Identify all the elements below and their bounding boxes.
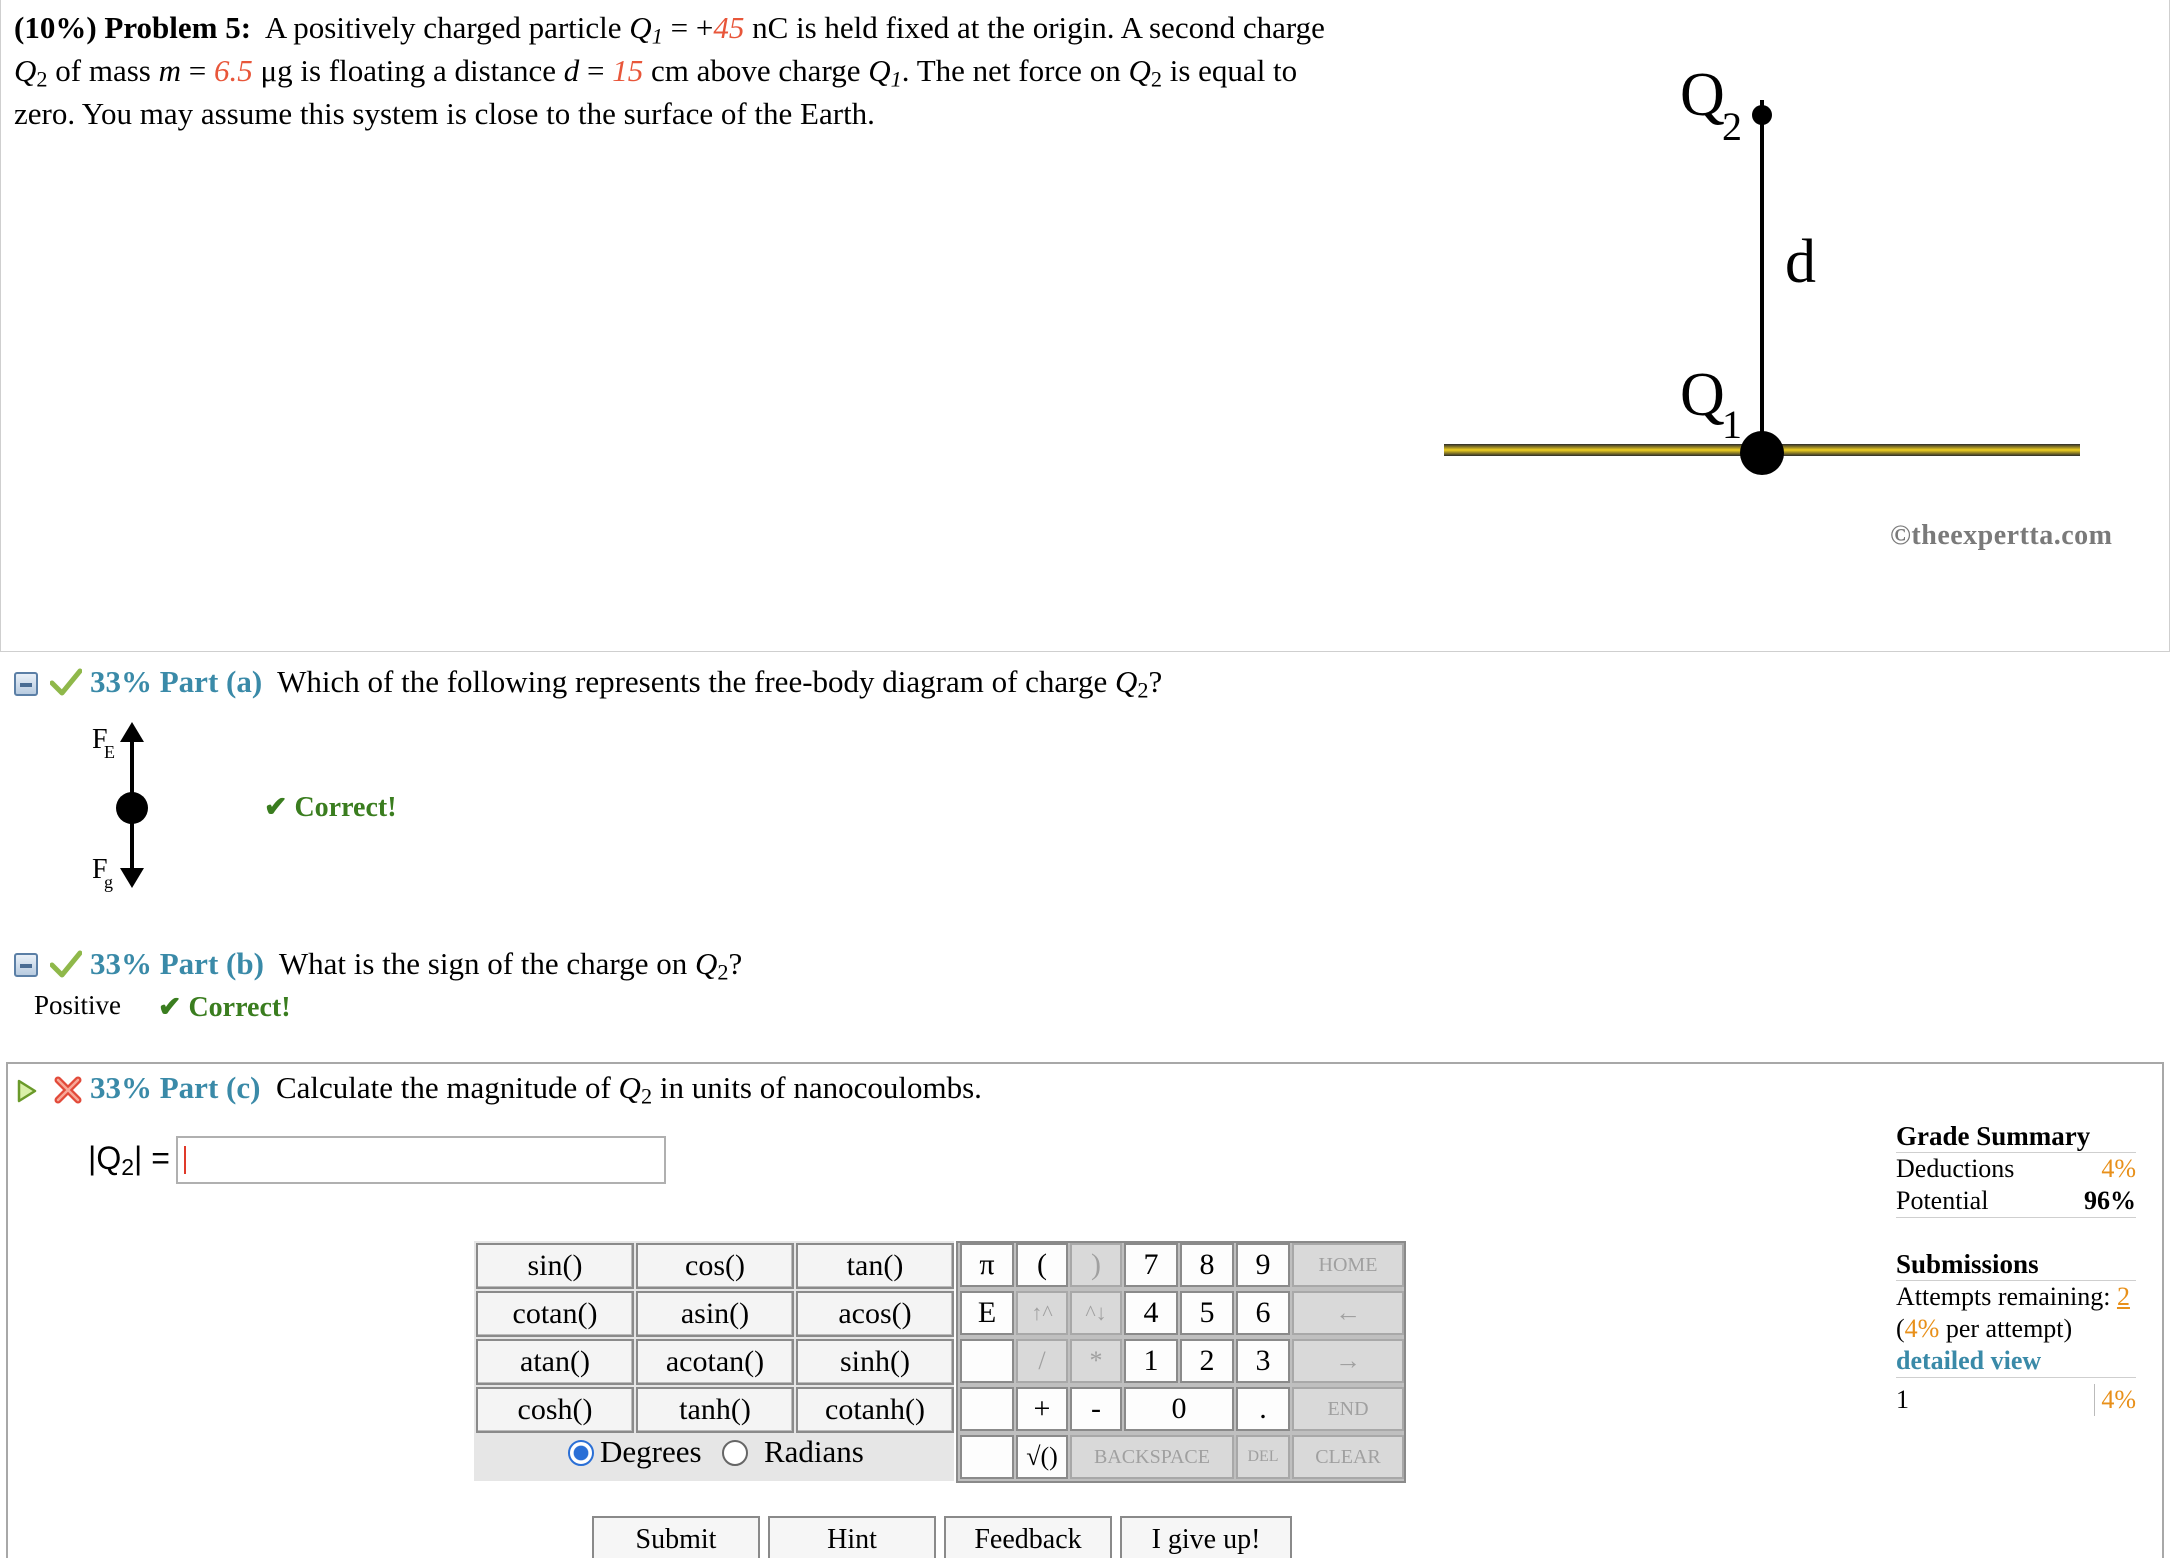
charge-dot (116, 792, 148, 824)
dot-key[interactable]: . (1236, 1387, 1290, 1431)
problem-text-6: . The net force on (901, 53, 1129, 88)
free-body-diagram (80, 718, 190, 894)
part-b-question: What is the sign of the charge on (278, 946, 695, 981)
answer-label-post: | = (134, 1140, 170, 1176)
q1-symbol: Q (629, 10, 652, 45)
q2-label: Q (1680, 61, 1725, 129)
function-button[interactable]: sin() (476, 1243, 634, 1289)
power-down-key[interactable]: ^↓ (1070, 1291, 1122, 1335)
part-b-q-end: ? (728, 946, 743, 981)
incorrect-x-icon (52, 1074, 84, 1106)
q1-label: Q (1680, 361, 1725, 429)
part-c-q-sub: 2 (640, 1083, 653, 1109)
plus-key[interactable]: + (1016, 1387, 1068, 1431)
function-button[interactable]: asin() (636, 1291, 794, 1337)
key-3[interactable]: 3 (1236, 1339, 1290, 1383)
q2-label-sub: 2 (1722, 104, 1742, 149)
key-7[interactable]: 7 (1124, 1243, 1178, 1287)
problem-title: Problem 5: (104, 10, 252, 45)
part-a-percent: 33% (90, 664, 152, 699)
give-up-button[interactable]: I give up! (1120, 1516, 1292, 1558)
part-b-status: ✔ Correct! (158, 992, 291, 1023)
text-caret (184, 1146, 186, 1174)
key-1[interactable]: 1 (1124, 1339, 1178, 1383)
eq3: = (579, 53, 613, 88)
per-attempt-value: 4% (1904, 1314, 1940, 1343)
answer-label-sub: 2 (121, 1153, 135, 1180)
end-key[interactable]: END (1292, 1387, 1404, 1431)
potential-label: Potential (1896, 1186, 1989, 1215)
pi-key[interactable]: π (960, 1243, 1014, 1287)
problem-text-3: of mass (47, 53, 159, 88)
answer-label (88, 1140, 170, 1180)
function-button[interactable]: tan() (796, 1243, 954, 1289)
attempts-row (1896, 1281, 2136, 1313)
rparen-key[interactable]: ) (1070, 1243, 1122, 1287)
multiply-key[interactable]: * (1070, 1339, 1122, 1383)
problem-text-1: A positively charged particle (264, 10, 622, 45)
per-attempt-text: per attempt) (1939, 1314, 2073, 1343)
problem-text-5: cm above charge (643, 53, 869, 88)
expand-arrow-icon[interactable] (16, 1078, 38, 1104)
left-arrow-key[interactable]: ← (1292, 1291, 1404, 1335)
q2-sub: 2 (36, 66, 48, 92)
check-icon (50, 950, 82, 978)
blank-key-2[interactable] (960, 1387, 1014, 1431)
history-row (1896, 1384, 2136, 1416)
degrees-label: Degrees (600, 1434, 702, 1469)
q2-symbol-2: Q (1128, 53, 1151, 88)
attempts-value: 2 (2116, 1282, 2130, 1311)
answer-input[interactable] (176, 1136, 666, 1184)
m-symbol: m (158, 53, 182, 88)
q2-symbol: Q (14, 53, 37, 88)
function-button[interactable]: cos() (636, 1243, 794, 1289)
q2-sub-2: 2 (1150, 66, 1162, 92)
part-b-q-sub: 2 (717, 959, 729, 985)
potential-row (1896, 1185, 2136, 1218)
function-button[interactable]: cotanh() (796, 1387, 954, 1433)
del-key[interactable]: DEL (1236, 1435, 1290, 1479)
function-button[interactable]: sinh() (796, 1339, 954, 1385)
part-c-q: Q (618, 1070, 641, 1105)
potential-value: 96% (2084, 1186, 2136, 1215)
history-value: 4% (2094, 1384, 2136, 1416)
q1-sub-2: 1 (890, 66, 902, 92)
m-value: 6.5 (214, 53, 253, 88)
q1-symbol-2: Q (868, 53, 891, 88)
deductions-value: 4% (2101, 1154, 2136, 1183)
function-button[interactable]: acos() (796, 1291, 954, 1337)
e-key[interactable]: E (960, 1291, 1014, 1335)
part-a-q-sub: 2 (1137, 677, 1149, 703)
part-a-status: ✔ Correct! (264, 792, 397, 823)
minus-key[interactable]: - (1070, 1387, 1122, 1431)
deductions-row (1896, 1153, 2136, 1185)
problem-weight: (10%) (14, 10, 97, 45)
blank-key-3[interactable] (960, 1435, 1014, 1479)
problem-statement (14, 6, 1414, 135)
part-b-answer: Positive (34, 990, 122, 1020)
fe-arrow (120, 722, 144, 742)
degrees-radio[interactable] (568, 1440, 594, 1466)
q2-particle (1752, 105, 1772, 125)
q1-particle (1740, 431, 1784, 475)
charge-diagram (1440, 60, 2140, 480)
check-icon (50, 668, 82, 696)
function-button[interactable]: atan() (476, 1339, 634, 1385)
hint-button[interactable]: Hint (768, 1516, 936, 1558)
copyright-text: ©theexpertta.com (1890, 520, 2113, 551)
q1-sub: 1 (651, 23, 663, 49)
attempts-label: Attempts remaining: (1896, 1282, 2111, 1311)
function-button[interactable]: tanh() (636, 1387, 794, 1433)
blank-key[interactable] (960, 1339, 1014, 1383)
clear-key[interactable]: CLEAR (1292, 1435, 1404, 1479)
collapse-part-a-icon[interactable] (14, 672, 38, 696)
per-attempt-row (1896, 1313, 2136, 1345)
lparen-key[interactable]: ( (1016, 1243, 1068, 1287)
deductions-label: Deductions (1896, 1154, 2015, 1183)
sqrt-key[interactable]: √() (1016, 1435, 1068, 1479)
right-arrow-key[interactable]: → (1292, 1339, 1404, 1383)
key-4[interactable]: 4 (1124, 1291, 1178, 1335)
collapse-part-b-icon[interactable] (14, 953, 38, 977)
per-attempt-open: ( (1896, 1314, 1905, 1343)
q1-label-sub: 1 (1722, 402, 1742, 447)
d-value: 15 (612, 53, 644, 88)
key-0[interactable]: 0 (1124, 1387, 1234, 1431)
part-c-label: Part (c) (159, 1070, 261, 1105)
part-c-percent: 33% (90, 1070, 152, 1105)
key-6[interactable]: 6 (1236, 1291, 1290, 1335)
fg-arrow (120, 868, 144, 888)
part-b-label: Part (b) (159, 946, 264, 981)
part-a-q-end: ? (1148, 664, 1163, 699)
part-c-question: Calculate the magnitude of (275, 1070, 619, 1105)
function-button[interactable]: cosh() (476, 1387, 634, 1433)
backspace-key[interactable]: BACKSPACE (1070, 1435, 1234, 1479)
home-key[interactable]: HOME (1292, 1243, 1404, 1287)
problem-text-7: is equal to (1162, 53, 1298, 88)
fg-sub: g (104, 872, 113, 892)
answer-label-pre: |Q (88, 1140, 122, 1176)
key-8[interactable]: 8 (1180, 1243, 1234, 1287)
d-symbol: d (563, 53, 580, 88)
part-c-q-end: in units of nanocoulombs. (652, 1070, 982, 1105)
grade-summary-title: Grade Summary (1896, 1120, 2136, 1153)
part-a-question: Which of the following represents the free-body diagram of charge (277, 664, 1115, 699)
part-c-header (90, 1068, 982, 1108)
submit-button[interactable]: Submit (592, 1516, 760, 1558)
q1-value: 45 (713, 10, 745, 45)
part-b-header (90, 944, 742, 984)
key-5[interactable]: 5 (1180, 1291, 1234, 1335)
function-button[interactable]: cotan() (476, 1291, 634, 1337)
divide-key[interactable]: / (1016, 1339, 1068, 1383)
d-label: d (1785, 228, 1816, 296)
part-b-percent: 33% (90, 946, 152, 981)
radians-radio[interactable] (722, 1440, 748, 1466)
function-button[interactable]: acotan() (636, 1339, 794, 1385)
fg-label: F (92, 854, 108, 885)
key-9[interactable]: 9 (1236, 1243, 1290, 1287)
radians-label: Radians (764, 1434, 864, 1469)
history-index: 1 (1896, 1385, 1909, 1414)
fe-sub: E (104, 742, 115, 762)
problem-text-8: zero. You may assume this system is close to the surface of the Earth. (14, 96, 875, 131)
problem-text-4: μg is floating a distance (252, 53, 564, 88)
detailed-view-link[interactable]: detailed view (1896, 1345, 2136, 1378)
feedback-button[interactable]: Feedback (944, 1516, 1112, 1558)
part-a-label: Part (a) (159, 664, 263, 699)
problem-text-2: nC is held fixed at the origin. A second charge (744, 10, 1325, 45)
part-a-header (90, 662, 1162, 702)
power-up-key[interactable]: ↑^ (1016, 1291, 1068, 1335)
grade-summary (1896, 1120, 2136, 1416)
fe-label: F (92, 724, 108, 755)
part-b-q: Q (694, 946, 718, 981)
key-2[interactable]: 2 (1180, 1339, 1234, 1383)
eq1: = + (662, 10, 714, 45)
eq2: = (181, 53, 214, 88)
part-a-q: Q (1114, 664, 1138, 699)
submissions-title: Submissions (1896, 1248, 2136, 1281)
